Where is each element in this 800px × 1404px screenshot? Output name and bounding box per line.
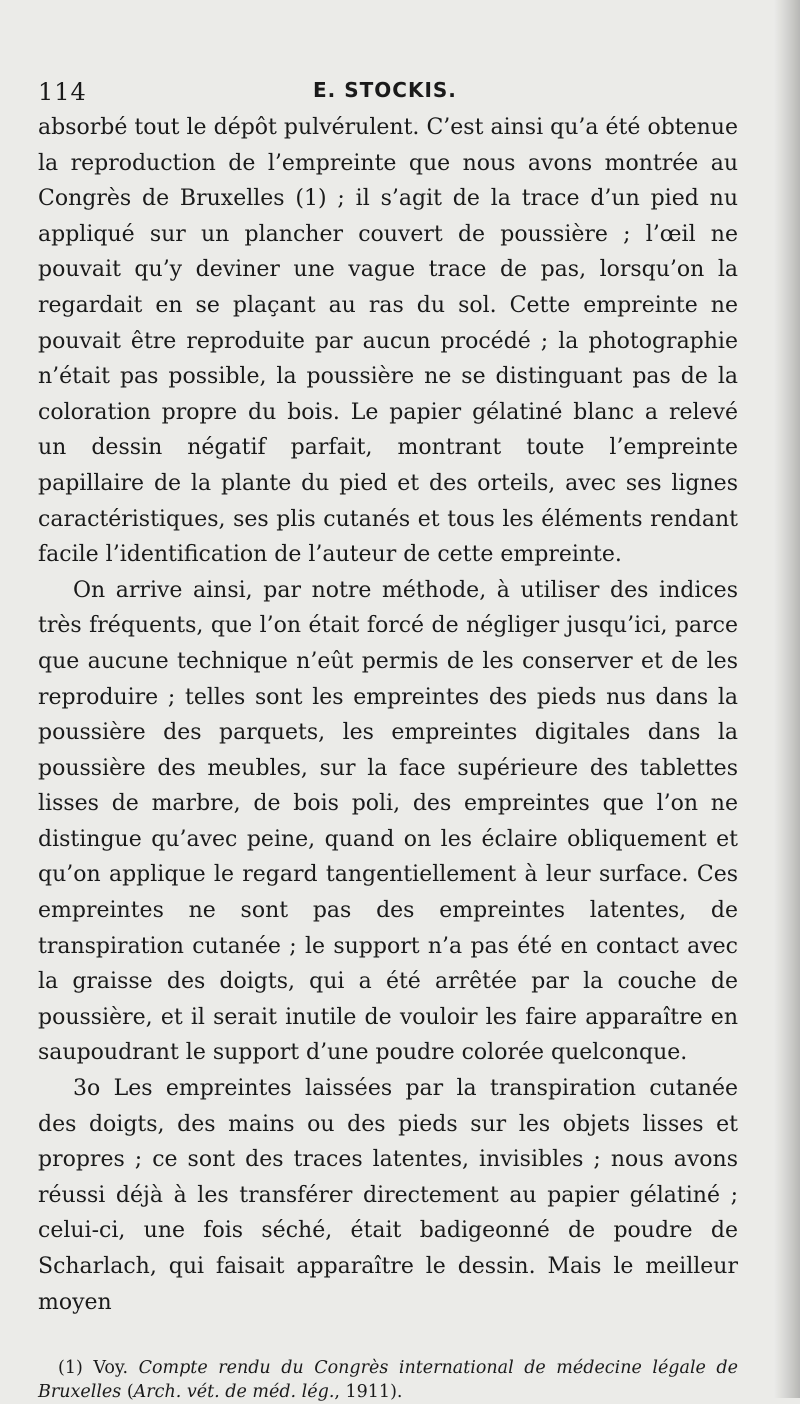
footnote-source-open: ( (126, 1382, 134, 1403)
paragraph-continuation: absorbé tout le dépôt pulvérulent. C’est ainsi qu’a été obtenue la reproduction de l’empreinte que nous avons montrée au Congrès de Bruxelles (1) ; il s’agit de la trace d’un pied nu appliqué sur un plancher couvert de poussière ; l’œil ne pouvait qu’y deviner une vague trace de pas, lorsqu’on la regardait en se plaçant au ras du sol. Cette empreinte ne pouvait être reproduite par aucun procédé ; la photographie n’était pas possible, la poussière ne se distinguant pas de la coloration propre du bois. Le papier gélatiné blanc a relevé un dessin négatif parfait, montrant toute l’empreinte papillaire de la plante du pied et des orteils, avec ses lignes caractéristiques, ses plis cutanés et tous les éléments rendant facile l’identification de l’auteur de cette empreinte. (38, 115, 738, 568)
page-header (38, 70, 738, 110)
running-head: E. STOCKIS. (313, 78, 457, 102)
footnote (38, 1356, 738, 1404)
page-number: 114 (38, 78, 87, 106)
footnote-year: , 1911). (334, 1382, 403, 1403)
footnote-title: Compte rendu du Congrès international de médecine légale de Bruxelles (38, 1358, 738, 1403)
paragraph-latent-prints: 3o Les empreintes laissées par la transpiration cutanée des doigts, des mains ou des pieds sur les objets lisses et propres ; ce sont des traces latentes, invisibles ; nous avons réussi déjà à les transférer directement au papier gélatiné ; celui-ci, une fois séché, était badigeonné de poudre de Scharlach, qui faisait apparaître le dessin. Mais le meilleur moyen (38, 1076, 738, 1315)
footnote-marker: (1) Voy. (58, 1358, 129, 1379)
page-edge-shadow (774, 0, 800, 1398)
body-text (38, 110, 738, 1320)
footnote-source: Arch. vét. de méd. lég. (133, 1382, 335, 1403)
book-page (38, 70, 738, 1404)
paragraph-method: On arrive ainsi, par notre méthode, à utiliser des indices très fréquents, que l’on était forcé de négliger jusqu’ici, parce que aucune technique n’eût permis de les conserver et de les reproduire ; telles sont les empreintes des pieds nus dans la poussière des parquets, les empreintes digitales dans la poussière des meubles, sur la face supérieure des tablettes lisses de marbre, de bois poli, des empreintes que l’on ne distingue qu’avec peine, quand on les éclaire obliquement et qu’on applique le regard tangentiellement à leur surface. Ces empreintes ne sont pas des empreintes latentes, de transpiration cutanée ; le support n’a pas été en contact avec la graisse des doigts, qui a été arrêtée par la couche de poussière, et il serait inutile de vouloir les faire apparaître en saupoudrant le support d’une poudre colorée quelconque. (38, 577, 738, 1066)
